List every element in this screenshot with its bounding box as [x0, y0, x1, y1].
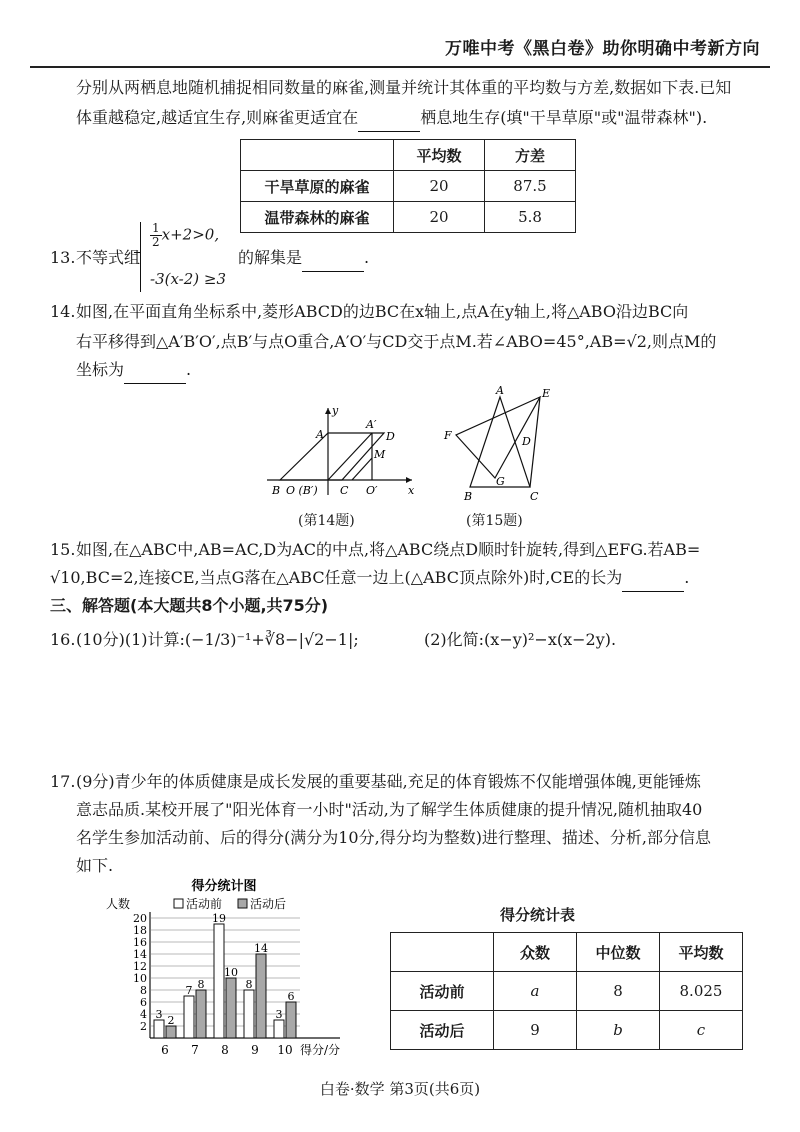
label-o: O (B′)	[286, 484, 318, 497]
figure-15	[440, 385, 560, 505]
rhombus-abcd	[280, 433, 384, 480]
q12-line2	[76, 104, 707, 132]
x-axis-label: 得分/分	[300, 1043, 341, 1057]
q17-line4: 如下.	[76, 856, 114, 875]
table-cell: 87.5	[485, 171, 576, 202]
x-tick-label: 7	[191, 1043, 199, 1057]
bar-value-label: 8	[245, 978, 253, 991]
q17-line3: 名学生参加活动前、后的得分(满分为10分,得分均为整数)进行整理、描述、分析,部分信息	[76, 828, 712, 847]
score-bar-chart	[104, 876, 364, 1066]
table-cell: 活动前	[391, 972, 494, 1011]
bar-after	[286, 1002, 296, 1038]
table-header-cell: 众数	[494, 933, 577, 972]
bar-before	[244, 990, 254, 1038]
table-cell	[391, 933, 494, 972]
triangle-abc	[470, 397, 530, 487]
bar-value-label: 7	[185, 984, 193, 997]
y-tick-label: 2	[140, 1020, 147, 1033]
label-a-prime: A′	[366, 418, 377, 431]
q12-line1: 分别从两栖息地随机捕捉相同数量的麻雀,测量并统计其体重的平均数与方差,数据如下表.已知	[76, 78, 732, 97]
table-cell: c	[660, 1011, 743, 1050]
bar-value-label: 19	[212, 912, 226, 925]
q12-answer-blank[interactable]	[358, 111, 420, 132]
q17-line1: (9分)青少年的体质健康是成长发展的重要基础,充足的体育锻炼不仅能增强体魄,更能锤炼	[76, 772, 701, 791]
q14-line2: 右平移得到△A′B′O′,点B′与点O重合,A′O′与CD交于点M.若∠ABO=45°,AB=√2,则点M的	[76, 332, 717, 351]
segment-ce	[530, 397, 540, 487]
table-row	[391, 1011, 743, 1050]
habitat-table	[240, 139, 576, 233]
bar-value-label: 6	[287, 990, 295, 1003]
table-row	[241, 202, 576, 233]
bar-value-label: 14	[254, 942, 268, 955]
table-row	[391, 972, 743, 1011]
legend-label-before: 活动前	[186, 897, 223, 911]
y-tick-label: 8	[140, 984, 147, 997]
bar-value-label: 3	[275, 1008, 283, 1021]
y-tick-label: 12	[133, 960, 147, 973]
q16-part2: (2)化简:(x−y)²−x(x−2y).	[424, 630, 617, 649]
table-cell: 干旱草原的麻雀	[241, 171, 394, 202]
y-tick-label: 20	[133, 912, 147, 925]
label-m: M	[374, 448, 386, 461]
q13-answer-blank[interactable]	[302, 251, 364, 272]
x-tick-label: 6	[161, 1043, 169, 1057]
page-footer: 白卷·数学 第3页(共6页)	[319, 1080, 481, 1098]
label-c: C	[530, 490, 539, 503]
y-tick-label: 14	[133, 948, 147, 961]
label-f: F	[444, 429, 452, 442]
figure-14-caption: (第14题)	[298, 513, 355, 529]
label-d: D	[386, 430, 395, 443]
table-cell: 9	[494, 1011, 577, 1050]
table-cell	[241, 140, 394, 171]
q15-answer-blank[interactable]	[622, 571, 684, 592]
table-cell: 8.025	[660, 972, 743, 1011]
label-b: B	[464, 490, 473, 503]
label-o-prime: O′	[366, 484, 378, 497]
table-header-row	[241, 140, 576, 171]
bar-after	[166, 1026, 176, 1038]
q15-number: 15.	[50, 540, 76, 559]
q17-number: 17.	[50, 772, 76, 791]
q16-part1: (10分)(1)计算:(−1/3)⁻¹+∛8−|√2−1|;	[76, 630, 359, 649]
legend-swatch-before	[174, 899, 183, 908]
label-a: A	[316, 428, 324, 441]
label-e: E	[542, 387, 551, 400]
q15-line1: 如图,在△ABC中,AB=AC,D为AC的中点,将△ABC绕点D顺时针旋转,得到△EFG.若AB=	[76, 540, 701, 559]
label-y: y	[332, 404, 339, 417]
q14-line1: 如图,在平面直角坐标系中,菱形ABCD的边BC在x轴上,点A在y轴上,将△ABO沿边BC向	[76, 302, 689, 321]
table-header-cell: 方差	[485, 140, 576, 171]
figure-15-caption: (第15题)	[466, 513, 523, 529]
y-tick-label: 16	[133, 936, 147, 949]
bar-after	[226, 978, 236, 1038]
table-cell: 活动后	[391, 1011, 494, 1050]
x-axis-arrow	[406, 477, 412, 483]
page-header: 万唯中考《黑白卷》助你明确中考新方向	[445, 39, 760, 59]
q15-line2: √10,BC=2,连接CE,当点G落在△ABC任意一边上(△ABC顶点除外)时,CE的长为 .	[50, 564, 689, 592]
table-cell: a	[494, 972, 577, 1011]
bar-before	[214, 924, 224, 1038]
y-tick-label: 4	[140, 1008, 147, 1021]
x-tick-label: 9	[251, 1043, 259, 1057]
bar-before	[184, 996, 194, 1038]
system-brace	[140, 222, 149, 292]
table-cell: 5.8	[485, 202, 576, 233]
score-stats-table	[390, 932, 743, 1050]
bar-before	[154, 1020, 164, 1038]
q14-number: 14.	[50, 302, 76, 321]
bar-after	[196, 990, 206, 1038]
bar-value-label: 10	[224, 966, 238, 979]
q13-inequality-2: -3(x-2) ≥3	[150, 270, 227, 288]
y-axis-label: 人数	[106, 897, 131, 911]
q13-inequality-1: $\frac{1}{2}$ x+2>0,	[152, 221, 220, 249]
x-tick-label: 10	[277, 1043, 293, 1057]
y-tick-label: 18	[133, 924, 147, 937]
table-header-row	[391, 933, 743, 972]
bar-value-label: 3	[155, 1008, 163, 1021]
table-cell: 20	[394, 202, 485, 233]
table-header-cell: 中位数	[577, 933, 660, 972]
fraction: $\frac{1}{2}$	[152, 221, 160, 249]
legend-swatch-after	[238, 899, 247, 908]
bar-value-label: 2	[167, 1014, 175, 1027]
table-header-cell: 平均数	[394, 140, 485, 171]
q12-line2-a: 体重越稳定,越适宜生存,则麻雀更适宜在	[76, 108, 359, 127]
y-tick-label: 6	[140, 996, 147, 1009]
q17-line2: 意志品质.某校开展了"阳光体育一小时"活动,为了解学生体质健康的提升情况,随机抽取40	[76, 800, 703, 819]
figure-14	[262, 400, 422, 500]
label-c: C	[340, 484, 349, 497]
label-b: B	[272, 484, 281, 497]
bar-after	[256, 954, 266, 1038]
table-cell: 8	[577, 972, 660, 1011]
label-a: A	[496, 385, 504, 397]
table-cell: b	[577, 1011, 660, 1050]
q14-answer-blank[interactable]	[124, 363, 186, 384]
label-d: D	[522, 435, 531, 448]
q12-line2-b: 栖息地生存(填"干旱草原"或"温带森林").	[420, 108, 708, 127]
segment-a2-b2	[328, 433, 372, 480]
bar-before	[274, 1020, 284, 1038]
y-tick-label: 10	[133, 972, 147, 985]
q13-prefix: 不等式组	[76, 248, 141, 267]
table-header-cell: 平均数	[660, 933, 743, 972]
q13-number: 13.	[50, 248, 76, 267]
x-tick-label: 8	[221, 1043, 229, 1057]
segment-shift	[352, 458, 372, 480]
label-g: G	[496, 475, 505, 488]
y-axis-arrow	[325, 408, 331, 414]
header-divider	[30, 66, 770, 68]
table-cell: 温带森林的麻雀	[241, 202, 394, 233]
section-title: 三、解答题(本大题共8个小题,共75分)	[50, 596, 329, 615]
table-row	[241, 171, 576, 202]
bar-value-label: 8	[197, 978, 205, 991]
legend-label-after: 活动后	[250, 897, 287, 911]
label-x: x	[408, 484, 415, 497]
chart-title: 得分统计图	[191, 879, 257, 894]
stats-table-title: 得分统计表	[500, 906, 576, 924]
q16-number: 16.	[50, 630, 76, 649]
q13-suffix: 的解集是 .	[238, 244, 369, 272]
table-cell: 20	[394, 171, 485, 202]
q14-line3: 坐标为 .	[76, 356, 191, 384]
